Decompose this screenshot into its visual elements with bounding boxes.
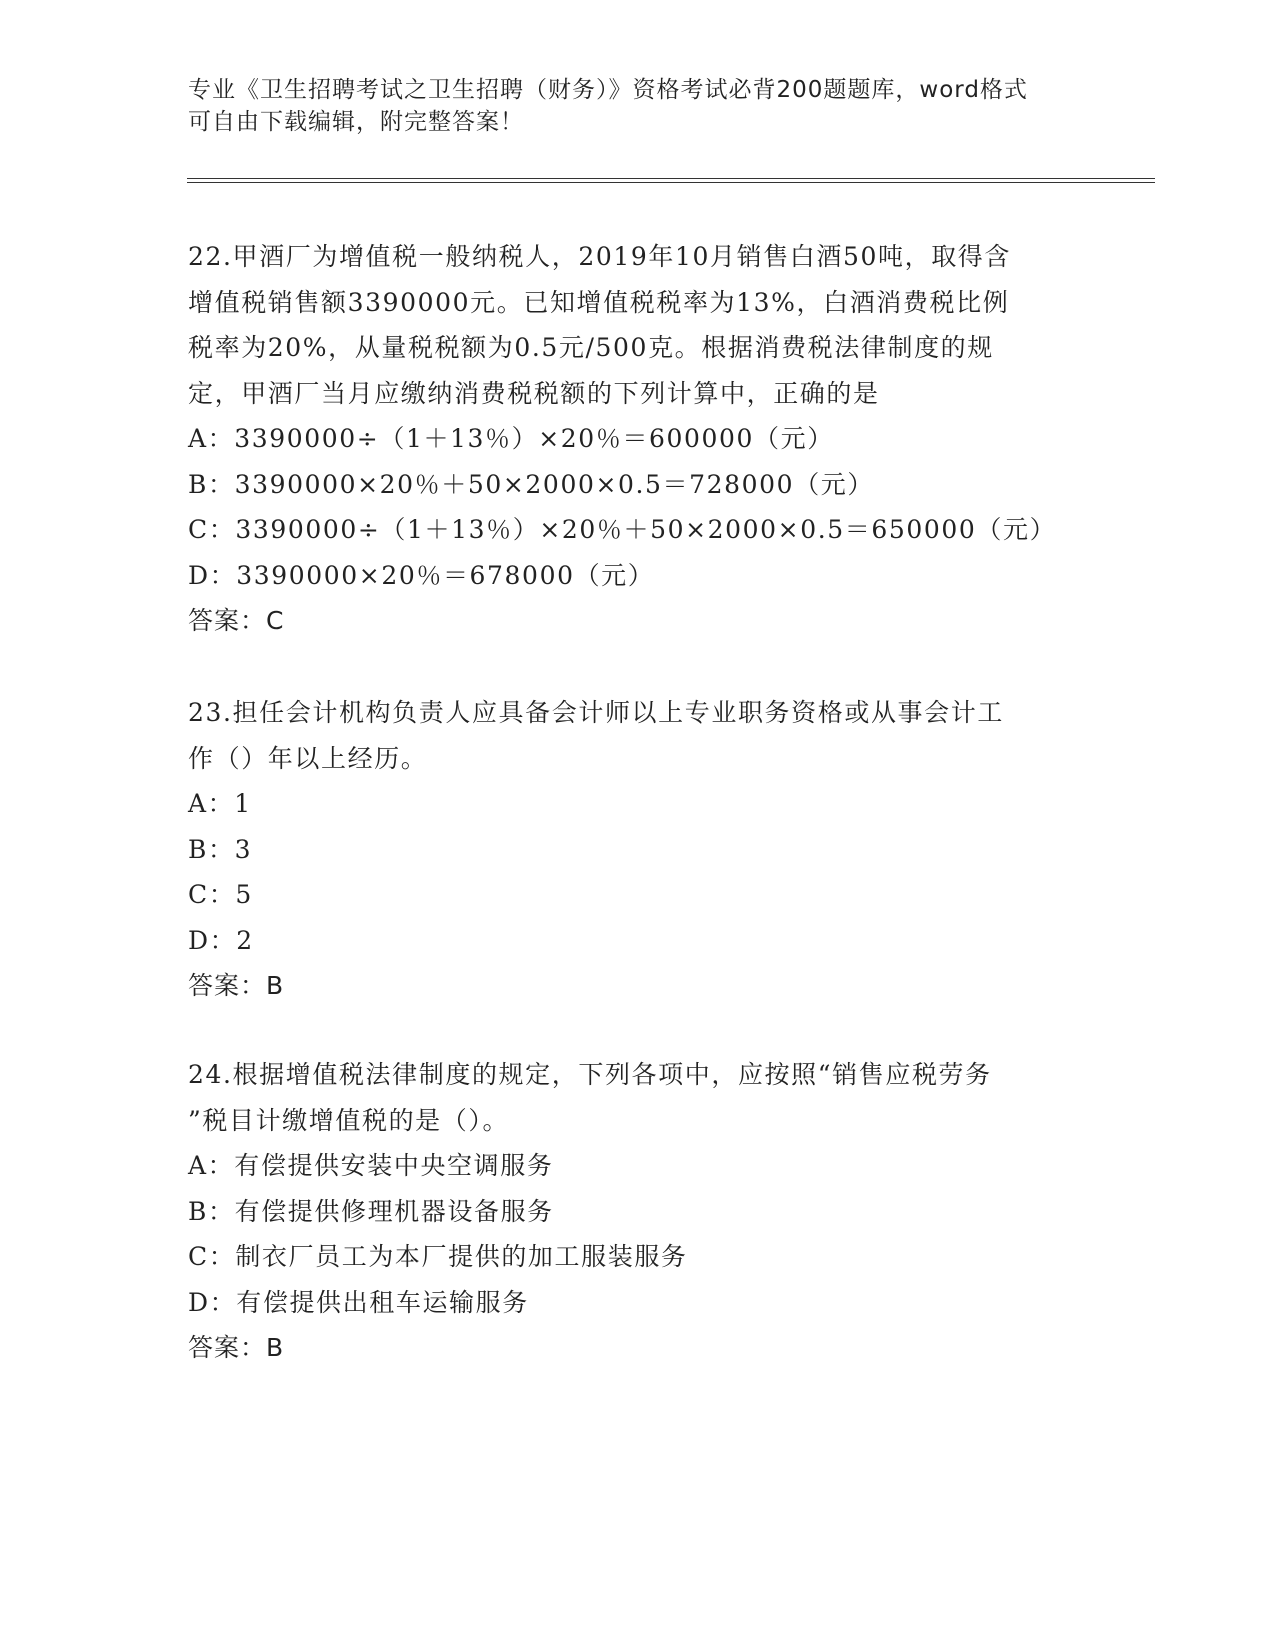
option-a: A：有偿提供安装中央空调服务 xyxy=(188,1151,554,1180)
answer-line: 答案：B xyxy=(188,1333,285,1362)
answer-line: 答案：B xyxy=(188,971,285,1000)
option-b: B：3 xyxy=(188,834,253,864)
header-line-2: 可自由下载编辑，附完整答案！ xyxy=(188,109,524,135)
header-divider-top xyxy=(187,178,1155,179)
answer-line: 答案：C xyxy=(188,606,285,635)
option-c: C：3390000÷（1＋13％）×20％＋50×2000×0.5＝650000（元） xyxy=(188,515,1057,544)
option-d: D：2 xyxy=(188,925,254,955)
question-stem-line: 作（）年以上经历。 xyxy=(188,743,428,773)
header-divider-bottom xyxy=(187,182,1155,183)
question-23 xyxy=(188,690,1088,1009)
question-24 xyxy=(188,1052,1088,1371)
question-stem-line: 定，甲酒厂当月应缴纳消费税税额的下列计算中，正确的是 xyxy=(188,378,880,408)
question-stem-line: 增值税销售额3390000元。已知增值税税率为13%，白酒消费税比例 xyxy=(188,287,1010,317)
option-a: A：3390000÷（1＋13％）×20％＝600000（元） xyxy=(188,424,834,453)
question-22 xyxy=(188,234,1088,644)
option-b: B：3390000×20％＋50×2000×0.5＝728000（元） xyxy=(188,469,874,499)
option-d: D：有偿提供出租车运输服务 xyxy=(188,1287,529,1317)
question-stem-line: 税率为20%，从量税税额为0.5元/500克。根据消费税法律制度的规 xyxy=(188,333,994,362)
question-stem-line: 22.甲酒厂为增值税一般纳税人，2019年10月销售白酒50吨，取得含 xyxy=(188,242,1012,271)
option-c: C：制衣厂员工为本厂提供的加工服装服务 xyxy=(188,1242,688,1271)
header-line-1: 专业《卫生招聘考试之卫生招聘（财务）》资格考试必背200题题库，word格式 xyxy=(188,77,1028,103)
option-a: A：1 xyxy=(188,789,252,818)
question-stem-line: 24.根据增值税法律制度的规定，下列各项中，应按照“销售应税劳务 xyxy=(188,1060,992,1089)
option-b: B：有偿提供修理机器设备服务 xyxy=(188,1196,554,1226)
option-d: D：3390000×20％＝678000（元） xyxy=(188,560,655,590)
document-header xyxy=(188,74,1068,138)
option-c: C：5 xyxy=(188,880,253,909)
question-stem-line: 23.担任会计机构负责人应具备会计师以上专业职务资格或从事会计工 xyxy=(188,698,1004,727)
question-stem-line: ”税目计缴增值税的是（）。 xyxy=(188,1105,510,1135)
